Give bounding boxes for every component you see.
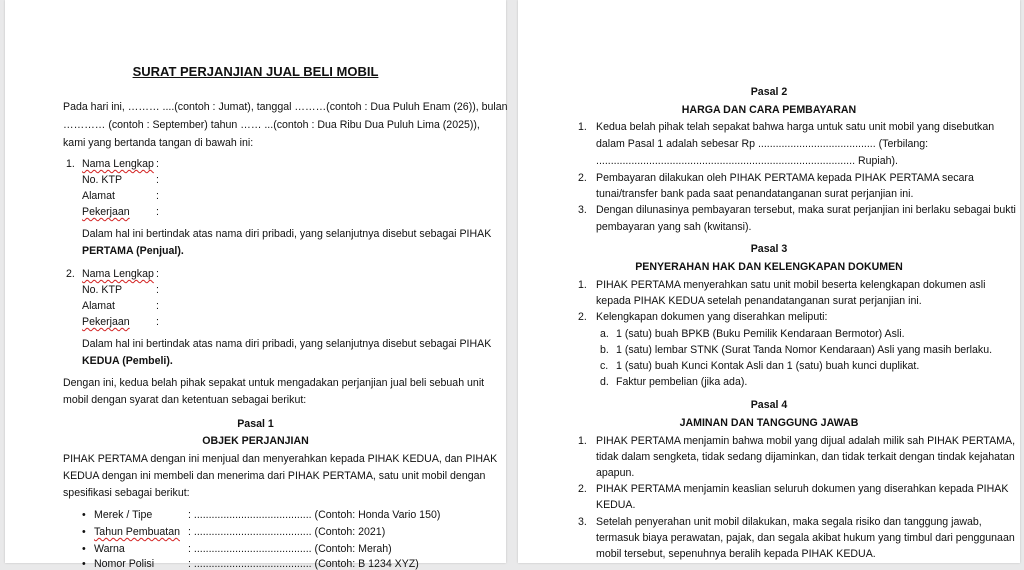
p2-item-1-line-3: ........................................................................................ Rupiah). [596, 155, 898, 167]
pasal-4-title: JAMINAN DAN TANGGUNG JAWAB [679, 417, 859, 429]
p3-sub-a-num: a. [600, 328, 609, 340]
p3-item-2-num: 2. [578, 311, 587, 323]
spec-label-plate: Nomor Polisi [94, 558, 155, 570]
agreement-line-2: mobil dengan syarat dan ketentuan sebagai berikut: [63, 394, 307, 406]
p3-sub-d-text: Faktur pembelian (jika ada). [616, 376, 748, 388]
intro-line-2: ………… (contoh : September) tahun …… ...(contoh : Dua Ribu Dua Puluh Lima (2025)), [63, 119, 480, 131]
p2-item-1-line-2: dalam Pasal 1 adalah sebesar Rp ........................................ (Terbilang: [596, 138, 929, 150]
party2-field-ktp: No. KTP [82, 284, 123, 296]
spec-bullet: • [82, 509, 86, 521]
p3-item-1-num: 1. [578, 279, 587, 291]
spec-value-plate: : ........................................ (Contoh: B 1234 XYZ) [188, 558, 419, 570]
p3-sub-c-text: 1 (satu) buah Kunci Kontak Asli dan 1 (satu) buah kunci duplikat. [616, 360, 920, 372]
p4-item-3-line-3: mobil tersebut, sepenuhnya beralih kepada PIHAK KEDUA. [596, 548, 876, 560]
party1-field-name: Nama Lengkap [82, 158, 154, 170]
p2-item-2-num: 2. [578, 172, 587, 184]
party1-field-address: Alamat [82, 190, 115, 202]
party2-field-job: Pekerjaan [82, 316, 130, 328]
p4-item-2-num: 2. [578, 483, 587, 495]
party2-colon-4: : [156, 316, 159, 328]
p2-item-1-num: 1. [578, 121, 587, 133]
pasal-2-heading: Pasal 2 [750, 86, 788, 98]
party2-field-name: Nama Lengkap [82, 268, 154, 280]
party2-desc-1: Dalam hal ini bertindak atas nama diri pribadi, yang selanjutnya disebut sebagai PIHAK [82, 338, 492, 350]
pasal-3-title: PENYERAHAN HAK DAN KELENGKAPAN DOKUMEN [635, 261, 903, 273]
p4-item-3-num: 3. [578, 516, 587, 528]
p3-sub-b-num: b. [600, 344, 609, 356]
page-gutter [506, 0, 518, 563]
p4-item-3-line-1: Setelah penyerahan unit mobil dilakukan, maka segala risiko dan tanggung jawab, [596, 516, 982, 528]
party1-colon-3: : [156, 190, 159, 202]
pasal-3-heading: Pasal 3 [750, 243, 788, 255]
p2-item-2-line-1: Pembayaran dilakukan oleh PIHAK PERTAMA kepada PIHAK PERTAMA secara [596, 172, 974, 184]
pasal-1-body-1: PIHAK PERTAMA dengan ini menjual dan menyerahkan kepada PIHAK KEDUA, dan PIHAK [63, 453, 498, 465]
pasal-1-body-2: KEDUA dengan ini membeli dan menerima dari PIHAK PERTAMA, satu unit mobil dengan [63, 470, 486, 482]
p3-item-2-line-1: Kelengkapan dokumen yang diserahkan meliputi: [596, 311, 828, 323]
pasal-4-heading: Pasal 4 [750, 399, 788, 411]
party1-field-job: Pekerjaan [82, 206, 130, 218]
spec-value-color: : ........................................ (Contoh: Merah) [188, 543, 392, 555]
party1-desc-2: PERTAMA (Penjual). [82, 245, 184, 257]
party1-field-ktp: No. KTP [82, 174, 123, 186]
spec-bullet: • [82, 543, 86, 555]
party1-colon-1: : [156, 158, 159, 170]
intro-line-3: kami yang bertanda tangan di bawah ini: [63, 137, 254, 149]
spec-label-year: Tahun Pembuatan [94, 526, 180, 538]
party2-number: 2. [66, 268, 75, 280]
p4-item-1-num: 1. [578, 435, 587, 447]
p2-item-3-num: 3. [578, 204, 587, 216]
spec-label-color: Warna [94, 543, 125, 555]
p2-item-3-line-2: pembayaran yang sah (kwitansi). [596, 221, 752, 233]
p3-item-1-line-2: kepada PIHAK KEDUA setelah penandatanganan surat perjanjian ini. [596, 295, 922, 307]
p4-item-3-line-2: termasuk biaya perawatan, pajak, dan segala akibat hukum yang timbul dari penggunaan [596, 532, 1015, 544]
p4-item-2-line-1: PIHAK PERTAMA menjamin keaslian seluruh dokumen yang diserahkan kepada PIHAK [596, 483, 1009, 495]
spec-value-year: : ........................................ (Contoh: 2021) [188, 526, 386, 538]
p3-sub-c-num: c. [600, 360, 609, 372]
p4-item-1-line-2: tidak dalam sengketa, tidak sedang dijaminkan, dan tidak terkait dengan tindak kejahatan [596, 451, 1015, 463]
p4-item-1-line-3: apapun. [596, 467, 635, 479]
spec-value-brand: : ........................................ (Contoh: Honda Vario 150) [188, 509, 441, 521]
spec-bullet: • [82, 558, 86, 570]
document-page-2[interactable] [518, 0, 1020, 563]
pasal-1-title: OBJEK PERJANJIAN [202, 435, 309, 447]
agreement-line-1: Dengan ini, kedua belah pihak sepakat untuk mengadakan perjanjian jual beli sebuah unit [63, 377, 485, 389]
document-title: SURAT PERJANJIAN JUAL BELI MOBIL [132, 64, 379, 79]
party1-colon-4: : [156, 206, 159, 218]
pasal-2-title: HARGA DAN CARA PEMBAYARAN [681, 104, 857, 116]
p4-item-1-line-1: PIHAK PERTAMA menjamin bahwa mobil yang dijual adalah milik sah PIHAK PERTAMA, [596, 435, 1016, 447]
party2-colon-2: : [156, 284, 159, 296]
party2-colon-1: : [156, 268, 159, 280]
party1-number: 1. [66, 158, 75, 170]
party1-desc-1: Dalam hal ini bertindak atas nama diri pribadi, yang selanjutnya disebut sebagai PIHAK [82, 228, 492, 240]
pasal-1-heading: Pasal 1 [237, 418, 274, 430]
party2-colon-3: : [156, 300, 159, 312]
p2-item-1-line-1: Kedua belah pihak telah sepakat bahwa harga untuk satu unit mobil yang disebutkan [596, 121, 995, 133]
intro-line-1: Pada hari ini, ……… ....(contoh : Jumat), tanggal ………(contoh : Dua Puluh Enam (26)), bulan [63, 101, 508, 113]
p3-sub-d-num: d. [600, 376, 609, 388]
p3-item-1-line-1: PIHAK PERTAMA menyerahkan satu unit mobil beserta kelengkapan dokumen asli [596, 279, 986, 291]
p2-item-3-line-1: Dengan dilunasinya pembayaran tersebut, maka surat perjanjian ini berlaku sebagai bukti [596, 204, 1016, 216]
p4-item-2-line-2: KEDUA. [596, 499, 636, 511]
p3-sub-a-text: 1 (satu) buah BPKB (Buku Pemilik Kendaraan Bermotor) Asli. [616, 328, 905, 340]
spec-bullet: • [82, 526, 86, 538]
p2-item-2-line-2: tunai/transfer bank pada saat penandatanganan surat perjanjian ini. [596, 188, 914, 200]
party2-field-address: Alamat [82, 300, 115, 312]
p3-sub-b-text: 1 (satu) lembar STNK (Surat Tanda Nomor Kendaraan) Asli yang masih berlaku. [616, 344, 993, 356]
party1-colon-2: : [156, 174, 159, 186]
spec-label-brand: Merek / Tipe [94, 509, 153, 521]
document-page-1[interactable] [5, 0, 508, 570]
party2-desc-2: KEDUA (Pembeli). [82, 355, 173, 367]
pasal-1-body-3: spesifikasi sebagai berikut: [63, 487, 190, 499]
